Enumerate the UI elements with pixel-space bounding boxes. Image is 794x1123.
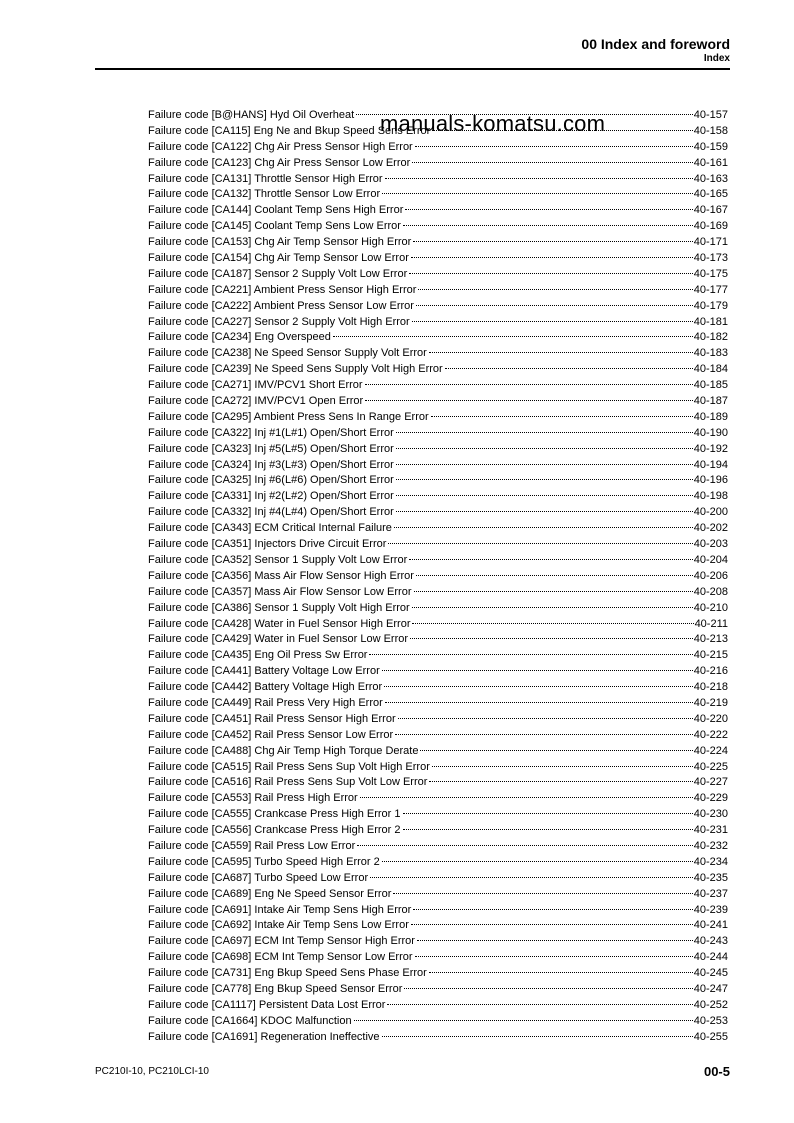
entry-title: Failure code [CA351] Injectors Drive Circuit Error <box>148 538 387 551</box>
dot-leader <box>413 241 692 242</box>
dot-leader <box>396 495 693 496</box>
dot-leader <box>403 829 693 830</box>
entry-page: 40-229 <box>693 792 728 805</box>
index-entry <box>148 203 728 219</box>
index-entry <box>148 140 728 156</box>
entry-title: Failure code [CA221] Ambient Press Sensor High Error <box>148 283 417 296</box>
entry-title: Failure code [CA488] Chg Air Temp High Torque Derate <box>148 744 419 757</box>
dot-leader <box>369 654 692 655</box>
entry-page: 40-204 <box>693 553 728 566</box>
dot-leader <box>388 543 692 544</box>
entry-title: Failure code [CA154] Chg Air Temp Sensor Low Error <box>148 252 409 265</box>
entry-page: 40-235 <box>693 871 728 884</box>
dot-leader <box>396 511 693 512</box>
entry-title: Failure code [CA556] Crankcase Press High Error 2 <box>148 824 401 837</box>
dot-leader <box>360 797 693 798</box>
dot-leader <box>410 638 693 639</box>
index-entry <box>148 728 728 744</box>
entry-page: 40-184 <box>693 363 728 376</box>
index-entry <box>148 442 728 458</box>
dot-leader <box>394 527 693 528</box>
dot-leader <box>415 146 693 147</box>
entry-title: Failure code [CA731] Eng Bkup Speed Sens Phase Error <box>148 967 427 980</box>
index-entry <box>148 473 728 489</box>
entry-title: Failure code [CA325] Inj #6(L#6) Open/Short Error <box>148 474 394 487</box>
index-entry <box>148 537 728 553</box>
entry-page: 40-252 <box>693 998 728 1011</box>
entry-page: 40-177 <box>693 283 728 296</box>
section-subtitle: Index <box>703 53 730 64</box>
entry-title: Failure code [CA435] Eng Oil Press Sw Error <box>148 649 368 662</box>
index-entry <box>148 299 728 315</box>
entry-page: 40-245 <box>693 967 728 980</box>
dot-leader <box>333 336 693 337</box>
index-entry <box>148 172 728 188</box>
index-entry <box>148 1014 728 1030</box>
entry-title: Failure code [CA295] Ambient Press Sens In Range Error <box>148 410 429 423</box>
entry-title: Failure code [CA697] ECM Int Temp Sensor High Error <box>148 935 415 948</box>
dot-leader <box>414 591 693 592</box>
entry-title: Failure code [CA428] Water in Fuel Sensor High Error <box>148 617 411 630</box>
entry-page: 40-210 <box>693 601 728 614</box>
entry-title: Failure code [CA331] Inj #2(L#2) Open/Short Error <box>148 490 394 503</box>
entry-page: 40-222 <box>693 728 728 741</box>
entry-page: 40-227 <box>693 776 728 789</box>
index-entry <box>148 235 728 251</box>
entry-title: Failure code [CA131] Throttle Sensor High Error <box>148 172 383 185</box>
index-entry <box>148 219 728 235</box>
entry-page: 40-179 <box>693 299 728 312</box>
entry-page: 40-208 <box>693 585 728 598</box>
dot-leader <box>365 384 693 385</box>
entry-page: 40-169 <box>693 220 728 233</box>
dot-leader <box>420 750 692 751</box>
index-entry <box>148 871 728 887</box>
entry-title: Failure code [CA144] Coolant Temp Sens High Error <box>148 204 404 217</box>
entry-page: 40-173 <box>693 252 728 265</box>
entry-title: Failure code [CA132] Throttle Sensor Low Error <box>148 188 381 201</box>
entry-page: 40-230 <box>693 808 728 821</box>
index-entry <box>148 521 728 537</box>
entry-title: Failure code [CA429] Water in Fuel Sensor Low Error <box>148 633 409 646</box>
entry-title: Failure code [CA115] Eng Ne and Bkup Speed Sens Error <box>148 124 431 137</box>
index-entry <box>148 394 728 410</box>
entry-page: 40-243 <box>693 935 728 948</box>
index-entry <box>148 775 728 791</box>
entry-title: Failure code [CA357] Mass Air Flow Sensor Low Error <box>148 585 412 598</box>
watermark: manuals-komatsu.com <box>380 111 606 136</box>
entry-page: 40-159 <box>693 140 728 153</box>
entry-page: 40-203 <box>693 538 728 551</box>
index-entry <box>148 362 728 378</box>
dot-leader <box>412 321 693 322</box>
dot-leader <box>411 257 693 258</box>
entry-title: Failure code [CA332] Inj #4(L#4) Open/Short Error <box>148 506 394 519</box>
entry-title: Failure code [CA272] IMV/PCV1 Open Error <box>148 395 364 408</box>
dot-leader <box>409 559 692 560</box>
dot-leader <box>354 1020 693 1021</box>
index-entry <box>148 378 728 394</box>
index-entry <box>148 664 728 680</box>
entry-page: 40-157 <box>693 109 728 121</box>
entry-title: Failure code [CA323] Inj #5(L#5) Open/Short Error <box>148 442 394 455</box>
dot-leader <box>396 479 693 480</box>
dot-leader <box>382 670 693 671</box>
index-entry <box>148 617 728 633</box>
index-entry <box>148 505 728 521</box>
index-entry <box>148 807 728 823</box>
entry-page: 40-198 <box>693 490 728 503</box>
index-entry <box>148 426 728 442</box>
entry-page: 40-206 <box>693 569 728 582</box>
entry-title: Failure code [CA452] Rail Press Sensor Low Error <box>148 728 394 741</box>
dot-leader <box>412 623 693 624</box>
index-entry <box>148 712 728 728</box>
entry-page: 40-194 <box>693 458 728 471</box>
dot-leader <box>429 781 692 782</box>
entry-page: 40-202 <box>693 522 728 535</box>
dot-leader <box>405 209 692 210</box>
entry-title: Failure code [CA595] Turbo Speed High Error 2 <box>148 855 380 868</box>
entry-title: Failure code [CA1691] Regeneration Ineffective <box>148 1030 380 1043</box>
entry-title: Failure code [CA1117] Persistent Data Lost Error <box>148 998 386 1011</box>
index-entry <box>148 569 728 585</box>
entry-page: 40-196 <box>693 474 728 487</box>
dot-leader <box>403 225 693 226</box>
entry-title: Failure code [B@HANS] Hyd Oil Overheat <box>148 109 355 121</box>
index-entry <box>148 950 728 966</box>
dot-leader <box>382 1036 693 1037</box>
entry-page: 40-211 <box>694 617 728 630</box>
entry-page: 40-237 <box>693 887 728 900</box>
dot-leader <box>412 607 693 608</box>
dot-leader <box>393 893 692 894</box>
index-entry <box>148 887 728 903</box>
index-entry <box>148 283 728 299</box>
index-entry <box>148 998 728 1014</box>
entry-page: 40-244 <box>693 951 728 964</box>
dot-leader <box>404 988 692 989</box>
entry-title: Failure code [CA778] Eng Bkup Speed Sensor Error <box>148 982 403 995</box>
dot-leader <box>445 368 693 369</box>
entry-page: 40-231 <box>693 824 728 837</box>
index-entry <box>148 696 728 712</box>
entry-page: 40-175 <box>693 267 728 280</box>
index-entry <box>148 1030 728 1046</box>
entry-page: 40-189 <box>693 410 728 423</box>
dot-leader <box>432 766 693 767</box>
dot-leader <box>385 702 693 703</box>
entry-title: Failure code [CA234] Eng Overspeed <box>148 331 331 344</box>
index-entry <box>148 553 728 569</box>
entry-title: Failure code [CA442] Battery Voltage High Error <box>148 681 383 694</box>
dot-leader <box>370 877 693 878</box>
entry-page: 40-190 <box>693 426 728 439</box>
dot-leader <box>382 861 693 862</box>
footer-model: PC210I-10, PC210LCI-10 <box>95 1066 209 1077</box>
dot-leader <box>382 193 693 194</box>
entry-title: Failure code [CA451] Rail Press Sensor High Error <box>148 712 396 725</box>
index-entry <box>148 855 728 871</box>
entry-title: Failure code [CA122] Chg Air Press Sensor High Error <box>148 140 413 153</box>
entry-page: 40-224 <box>693 744 728 757</box>
dot-leader <box>385 178 693 179</box>
index-list <box>148 108 728 1046</box>
entry-page: 40-247 <box>693 982 728 995</box>
entry-page: 40-200 <box>693 506 728 519</box>
entry-title: Failure code [CA1664] KDOC Malfunction <box>148 1014 352 1027</box>
entry-page: 40-255 <box>693 1030 728 1043</box>
entry-page: 40-161 <box>693 156 728 169</box>
index-entry <box>148 760 728 776</box>
index-entry <box>148 648 728 664</box>
index-entry <box>148 585 728 601</box>
entry-title: Failure code [CA689] Eng Ne Speed Sensor Error <box>148 887 392 900</box>
index-entry <box>148 823 728 839</box>
entry-title: Failure code [CA352] Sensor 1 Supply Volt Low Error <box>148 553 408 566</box>
dot-leader <box>395 734 693 735</box>
index-entry <box>148 267 728 283</box>
dot-leader <box>416 575 693 576</box>
header-rule <box>95 68 730 70</box>
entry-title: Failure code [CA559] Rail Press Low Error <box>148 839 356 852</box>
entry-page: 40-215 <box>693 649 728 662</box>
index-entry <box>148 346 728 362</box>
dot-leader <box>387 1004 692 1005</box>
dot-leader <box>396 432 693 433</box>
footer-page-number: 00-5 <box>703 1064 730 1079</box>
index-entry <box>148 410 728 426</box>
entry-title: Failure code [CA515] Rail Press Sens Sup Volt High Error <box>148 760 430 773</box>
entry-page: 40-163 <box>693 172 728 185</box>
index-entry <box>148 744 728 760</box>
entry-page: 40-218 <box>693 681 728 694</box>
entry-title: Failure code [CA386] Sensor 1 Supply Volt High Error <box>148 601 410 614</box>
index-entry <box>148 489 728 505</box>
entry-page: 40-234 <box>693 855 728 868</box>
entry-page: 40-185 <box>693 379 728 392</box>
index-entry <box>148 330 728 346</box>
dot-leader <box>416 305 693 306</box>
entry-title: Failure code [CA441] Battery Voltage Low Error <box>148 665 380 678</box>
dot-leader <box>429 352 693 353</box>
entry-page: 40-225 <box>693 760 728 773</box>
index-entry <box>148 251 728 267</box>
entry-page: 40-219 <box>693 696 728 709</box>
entry-page: 40-171 <box>693 236 728 249</box>
entry-page: 40-216 <box>693 665 728 678</box>
dot-leader <box>429 972 693 973</box>
index-entry <box>148 966 728 982</box>
section-title: 00 Index and foreword <box>581 36 730 52</box>
dot-leader <box>413 909 692 910</box>
entry-page: 40-192 <box>693 442 728 455</box>
dot-leader <box>384 686 693 687</box>
index-entry <box>148 156 728 172</box>
entry-title: Failure code [CA698] ECM Int Temp Sensor Low Error <box>148 951 413 964</box>
index-entry <box>148 791 728 807</box>
entry-title: Failure code [CA555] Crankcase Press High Error 1 <box>148 808 401 821</box>
index-entry <box>148 934 728 950</box>
entry-title: Failure code [CA343] ECM Critical Internal Failure <box>148 522 392 535</box>
dot-leader <box>417 940 693 941</box>
index-entry <box>148 601 728 617</box>
index-entry <box>148 632 728 648</box>
entry-title: Failure code [CA356] Mass Air Flow Sensor High Error <box>148 569 414 582</box>
entry-page: 40-187 <box>693 395 728 408</box>
entry-title: Failure code [CA187] Sensor 2 Supply Volt Low Error <box>148 267 408 280</box>
entry-title: Failure code [CA227] Sensor 2 Supply Volt High Error <box>148 315 410 328</box>
entry-title: Failure code [CA238] Ne Speed Sensor Supply Volt Error <box>148 347 427 360</box>
entry-page: 40-213 <box>693 633 728 646</box>
dot-leader <box>415 956 693 957</box>
dot-leader <box>357 845 692 846</box>
index-entry <box>148 458 728 474</box>
entry-page: 40-158 <box>693 124 728 137</box>
dot-leader <box>365 400 693 401</box>
entry-page: 40-181 <box>693 315 728 328</box>
index-entry <box>148 187 728 203</box>
entry-title: Failure code [CA222] Ambient Press Sensor Low Error <box>148 299 414 312</box>
entry-title: Failure code [CA322] Inj #1(L#1) Open/Short Error <box>148 426 394 439</box>
entry-title: Failure code [CA687] Turbo Speed Low Error <box>148 871 369 884</box>
dot-leader <box>409 273 692 274</box>
entry-page: 40-239 <box>693 903 728 916</box>
index-entry <box>148 680 728 696</box>
entry-page: 40-183 <box>693 347 728 360</box>
entry-title: Failure code [CA449] Rail Press Very High Error <box>148 696 383 709</box>
entry-title: Failure code [CA123] Chg Air Press Sensor Low Error <box>148 156 411 169</box>
entry-page: 40-165 <box>693 188 728 201</box>
entry-page: 40-220 <box>693 712 728 725</box>
entry-title: Failure code [CA553] Rail Press High Error <box>148 792 358 805</box>
entry-page: 40-182 <box>693 331 728 344</box>
entry-title: Failure code [CA145] Coolant Temp Sens Low Error <box>148 220 401 233</box>
index-entry <box>148 839 728 855</box>
dot-leader <box>396 448 693 449</box>
entry-page: 40-232 <box>693 839 728 852</box>
dot-leader <box>398 718 693 719</box>
dot-leader <box>403 813 693 814</box>
dot-leader <box>412 162 692 163</box>
index-entry <box>148 903 728 919</box>
dot-leader <box>418 289 692 290</box>
entry-page: 40-167 <box>693 204 728 217</box>
dot-leader <box>411 924 693 925</box>
index-entry <box>148 982 728 998</box>
dot-leader <box>431 416 693 417</box>
index-entry <box>148 918 728 934</box>
entry-title: Failure code [CA691] Intake Air Temp Sens High Error <box>148 903 412 916</box>
entry-title: Failure code [CA153] Chg Air Temp Sensor High Error <box>148 236 412 249</box>
entry-title: Failure code [CA239] Ne Speed Sens Supply Volt High Error <box>148 363 443 376</box>
entry-title: Failure code [CA692] Intake Air Temp Sens Low Error <box>148 919 409 932</box>
dot-leader <box>396 464 693 465</box>
entry-title: Failure code [CA324] Inj #3(L#3) Open/Short Error <box>148 458 394 471</box>
entry-page: 40-253 <box>693 1014 728 1027</box>
index-entry <box>148 315 728 331</box>
entry-title: Failure code [CA271] IMV/PCV1 Short Error <box>148 379 363 392</box>
entry-title: Failure code [CA516] Rail Press Sens Sup Volt Low Error <box>148 776 428 789</box>
entry-page: 40-241 <box>693 919 728 932</box>
